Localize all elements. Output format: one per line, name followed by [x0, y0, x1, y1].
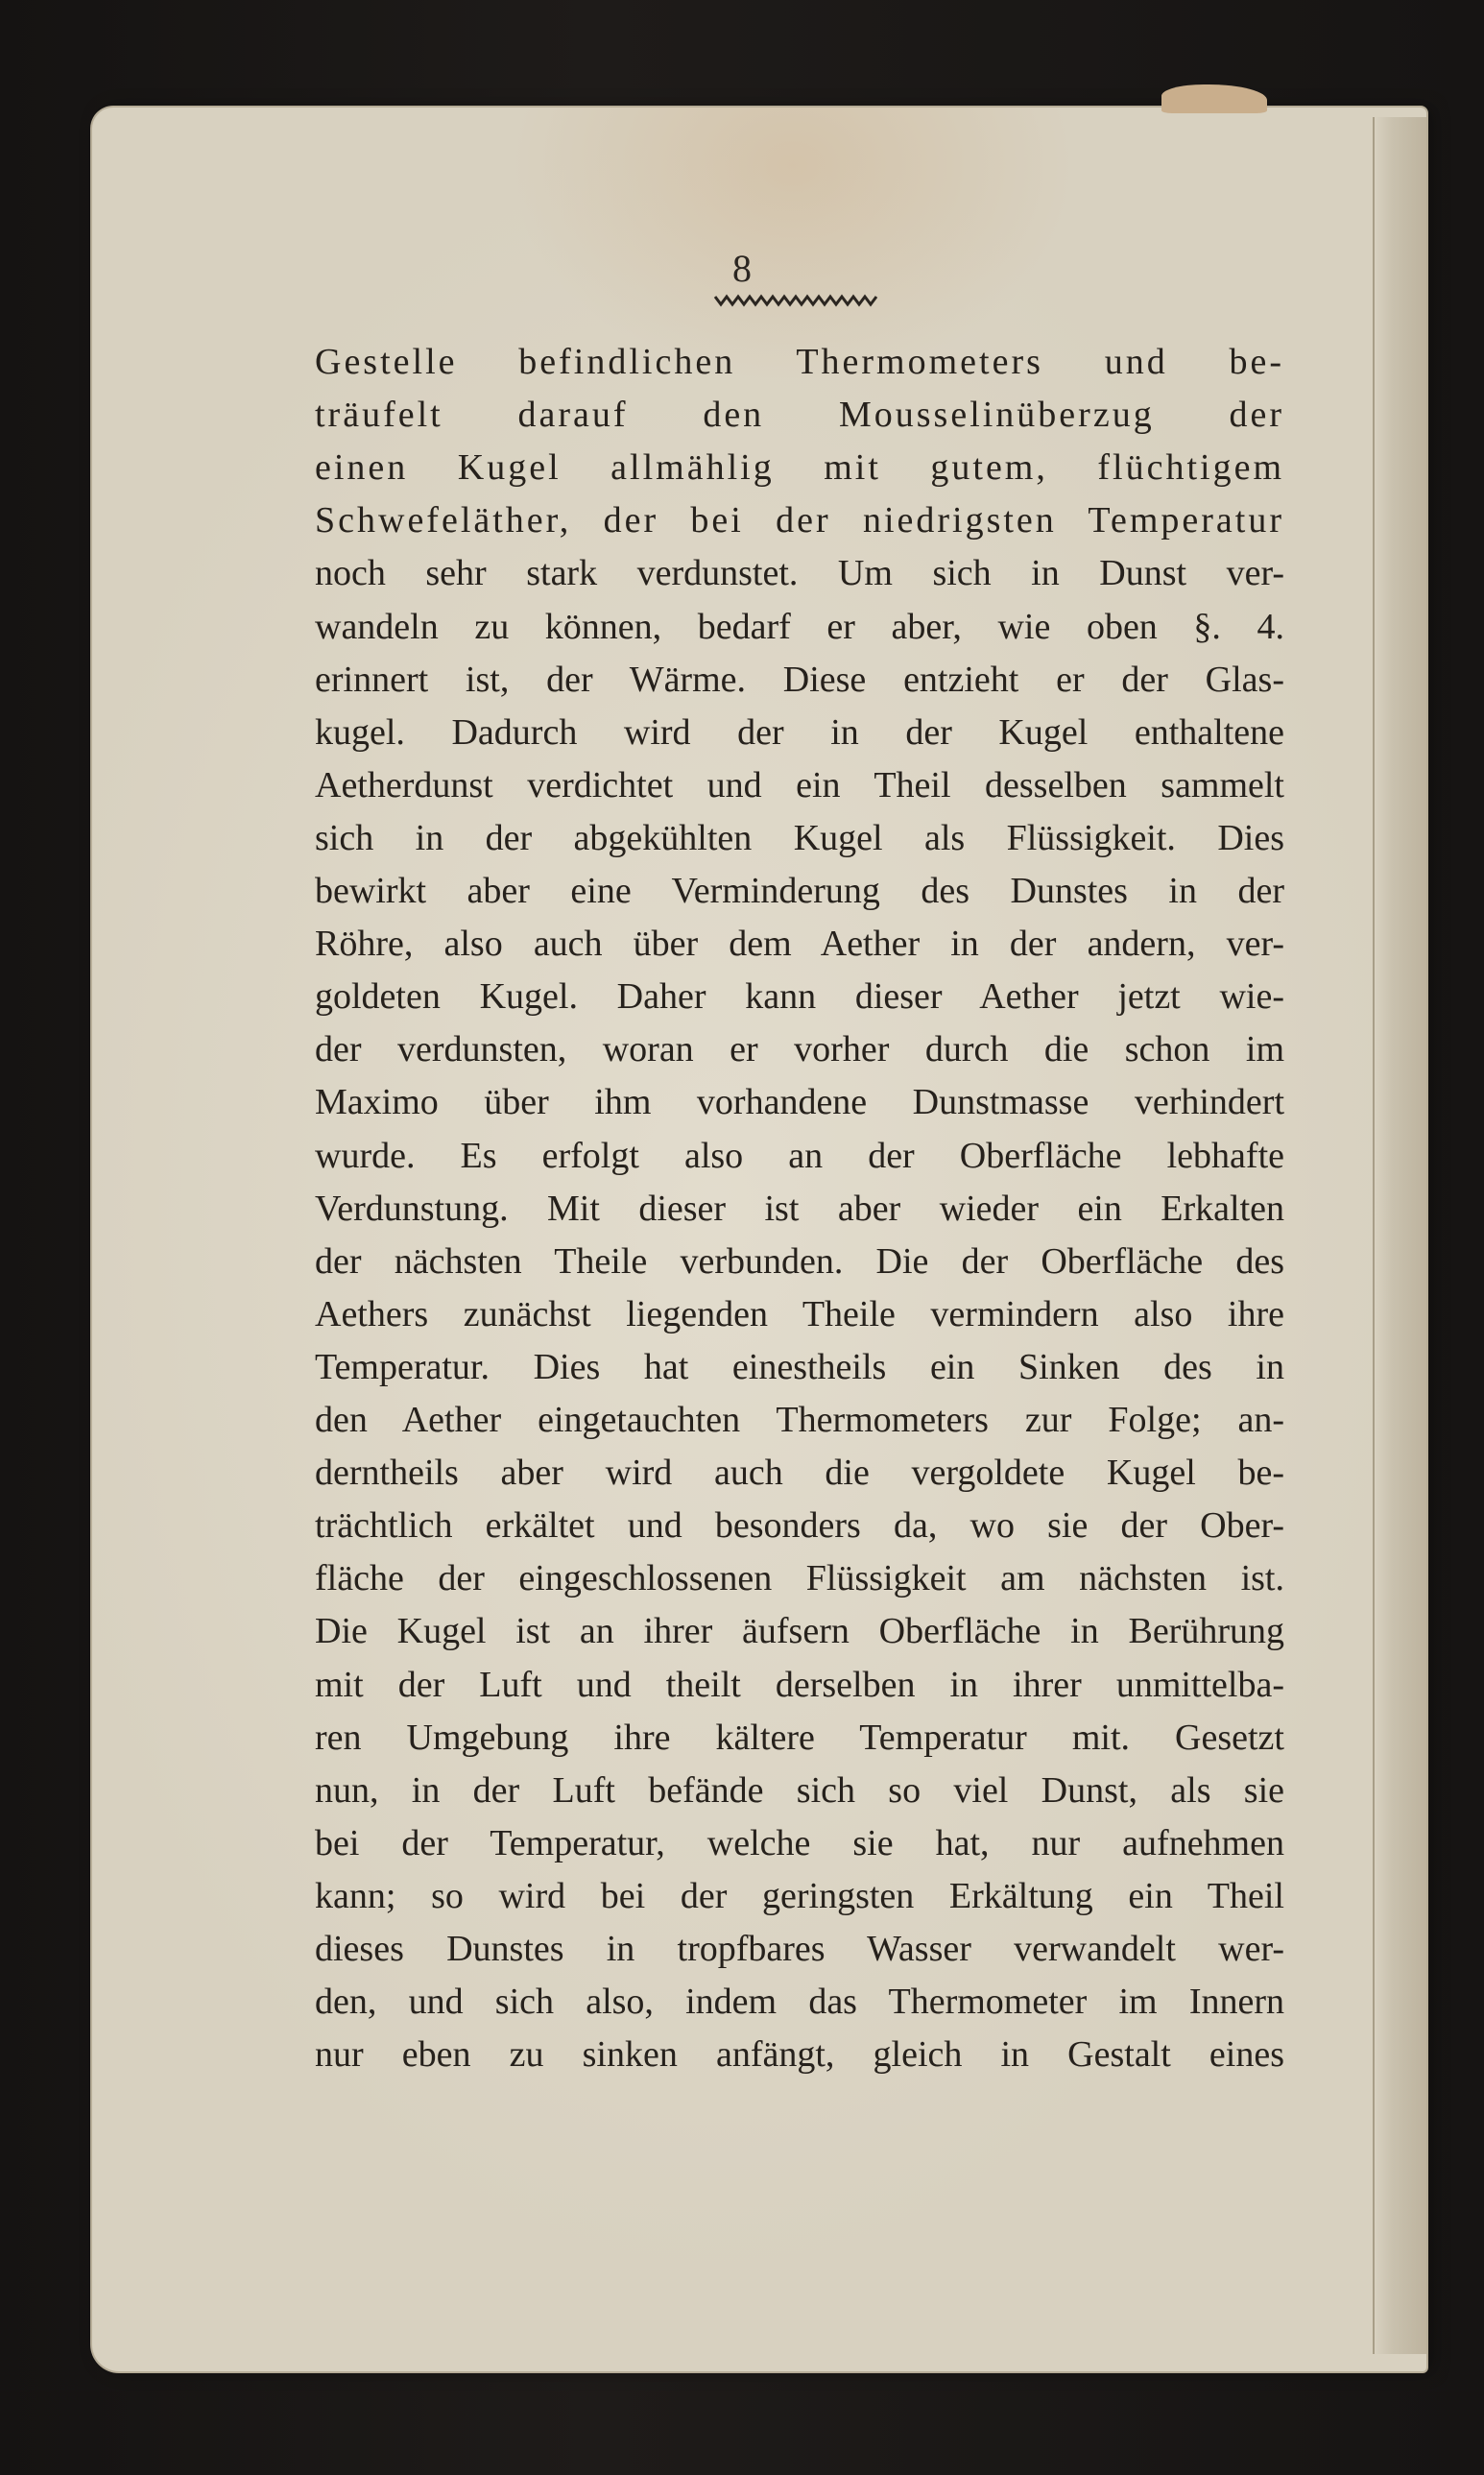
- text-line: noch sehr stark verdunstet. Um sich in Dunst ver-: [315, 553, 1284, 594]
- text-line: der nächsten Theile verbunden. Die der Oberfläche des: [315, 1240, 1284, 1282]
- text-line: den, und sich also, indem das Thermometer im Innern: [315, 1982, 1284, 2023]
- text-line: derntheils aber wird auch die vergoldete Kugel be-: [315, 1453, 1284, 1494]
- text-line: den Aether eingetauchten Thermometers zur Folge; an-: [315, 1400, 1284, 1440]
- text-line: nur eben zu sinken anfängt, gleich in Gestalt eines: [315, 2034, 1284, 2076]
- text-line: goldeten Kugel. Daher kann dieser Aether jetzt wie-: [315, 976, 1284, 1018]
- text-line: mit der Luft und theilt derselben in ihrer unmittelba-: [315, 1664, 1284, 1705]
- text-line: nun, in der Luft befände sich so viel Dunst, als sie: [315, 1769, 1284, 1811]
- text-line: Aetherdunst verdichtet und ein Theil desselben sammelt: [315, 764, 1284, 805]
- text-line: träufelt darauf den Mousselinüberzug der: [315, 395, 1284, 436]
- paper-tear: [1161, 84, 1267, 113]
- text-line: fläche der eingeschlossenen Flüssigkeit am nächsten ist.: [315, 1558, 1284, 1599]
- text-line: Maximo über ihm vorhandene Dunstmasse verhindert: [315, 1082, 1284, 1123]
- text-line: Verdunstung. Mit dieser ist aber wieder ein Erkalten: [315, 1188, 1284, 1229]
- wavy-ornament-rule: [713, 294, 878, 307]
- text-line: einen Kugel allmählig mit gutem, flüchtigem: [315, 447, 1284, 489]
- text-line: bewirkt aber eine Verminderung des Dunstes in der: [315, 871, 1284, 911]
- text-line: Aethers zunächst liegenden Theile vermindern also ihre: [315, 1293, 1284, 1334]
- text-line: der verdunsten, woran er vorher durch die schon im: [315, 1029, 1284, 1070]
- text-line: dieses Dunstes in tropfbares Wasser verwandelt wer-: [315, 1929, 1284, 1969]
- text-line: Schwefeläther, der bei der niedrigsten Temperatur: [315, 500, 1284, 541]
- text-line: ren Umgebung ihre kältere Temperatur mit. Gesetzt: [315, 1717, 1284, 1758]
- page-number: 8: [732, 247, 752, 290]
- text-line: bei der Temperatur, welche sie hat, nur aufnehmen: [315, 1822, 1284, 1863]
- text-line: kann; so wird bei der geringsten Erkältung ein Theil: [315, 1875, 1284, 1916]
- text-line: wurde. Es erfolgt also an der Oberfläche lebhafte: [315, 1135, 1284, 1176]
- text-line: Temperatur. Dies hat einestheils ein Sinken des in: [315, 1346, 1284, 1387]
- text-line: Die Kugel ist an ihrer äufsern Oberfläche in Berührung: [315, 1611, 1284, 1652]
- page-edge: [1373, 117, 1426, 2354]
- text-line: trächtlich erkältet und besonders da, wo sie der Ober-: [315, 1505, 1284, 1547]
- text-line: sich in der abgekühlten Kugel als Flüssigkeit. Dies: [315, 817, 1284, 858]
- text-line: erinnert ist, der Wärme. Diese entzieht er der Glas-: [315, 659, 1284, 700]
- text-line: wandeln zu können, bedarf er aber, wie oben §. 4.: [315, 606, 1284, 647]
- text-line: Röhre, also auch über dem Aether in der andern, ver-: [315, 924, 1284, 965]
- text-line: Gestelle befindlichen Thermometers und be-: [315, 342, 1284, 382]
- text-line: kugel. Dadurch wird der in der Kugel enthaltene: [315, 711, 1284, 753]
